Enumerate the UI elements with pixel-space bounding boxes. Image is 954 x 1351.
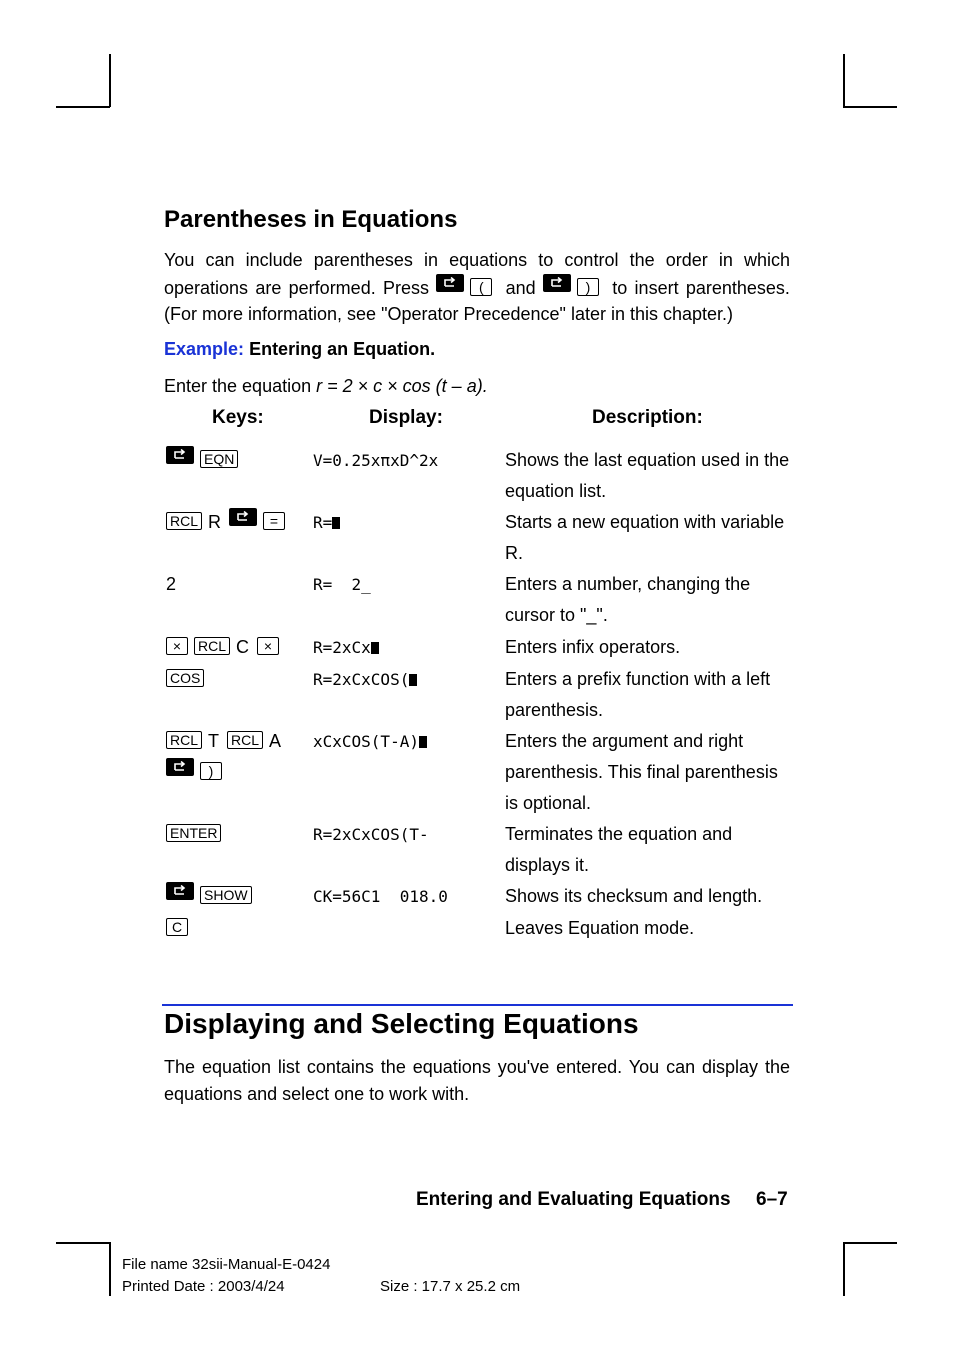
example-title: Entering an Equation.	[249, 339, 436, 359]
display-text: R=2xCxCOS(	[313, 670, 410, 689]
keystroke-text: T	[208, 731, 220, 751]
footer-chapter: Entering and Evaluating Equations	[416, 1189, 731, 1210]
display-cell	[313, 819, 429, 850]
keystroke-text: A	[269, 731, 282, 751]
keys-header: Keys:	[212, 407, 264, 428]
page-size: Size : 17.7 x 25.2 cm	[380, 1278, 521, 1295]
intro-paragraph	[164, 247, 790, 328]
keystroke-text: R	[208, 512, 222, 532]
shift-key-icon	[166, 758, 194, 776]
description-cell: Shows the last equation used in the equation list.	[505, 450, 790, 501]
paragraph-text: to insert parentheses. (For more information, see "Operator Precedence" later in this chapter.)	[164, 277, 790, 324]
shift-key-icon	[166, 882, 194, 900]
display-text: R=2xCxCOS(T-	[313, 825, 429, 844]
display-cell	[313, 507, 340, 538]
keystroke-cell	[166, 632, 285, 663]
crop-mark	[843, 54, 845, 107]
calculator-key: ×	[257, 637, 279, 655]
display-cell	[313, 881, 448, 912]
crop-mark	[109, 54, 111, 107]
keystroke-cell	[166, 881, 258, 912]
calculator-key: =	[263, 512, 285, 530]
description-cell: Starts a new equation with variable R.	[505, 512, 785, 563]
crop-mark	[843, 106, 897, 108]
cursor-block-icon	[409, 674, 417, 686]
open-paren-key: (	[470, 278, 492, 296]
equation-text: r = 2 × c × cos (t – a).	[316, 376, 488, 396]
display-cell	[313, 664, 417, 695]
close-paren-key: )	[577, 278, 599, 296]
description-cell: Enters infix operators.	[505, 637, 681, 657]
display-text: xCxCOS(T-A)	[313, 732, 419, 751]
paragraph-text: and	[505, 277, 536, 298]
display-cell	[313, 569, 371, 600]
section-paragraph: The equation list contains the equations you've entered. You can display the equations and select one to work with.	[164, 1057, 790, 1104]
calculator-key: COS	[166, 669, 204, 687]
keystroke-cell	[166, 445, 244, 476]
crop-mark	[843, 1242, 897, 1244]
calculator-key: RCL	[194, 637, 230, 655]
shift-key-icon	[543, 274, 571, 292]
page-number: 6–7	[756, 1189, 788, 1210]
calculator-key: RCL	[166, 512, 202, 530]
calculator-key: SHOW	[200, 886, 252, 904]
example-label: Example:	[164, 339, 245, 359]
example-intro	[164, 376, 488, 397]
description-cell: Leaves Equation mode.	[505, 918, 695, 938]
shift-key-icon	[166, 446, 194, 464]
description-cell: Enters a number, changing the cursor to "_".	[505, 574, 751, 625]
display-text: R=	[313, 513, 333, 532]
description-cell: Shows its checksum and length.	[505, 886, 763, 906]
section-rule	[162, 1004, 793, 1006]
crop-mark	[109, 1242, 111, 1296]
description-cell: Terminates the equation and displays it.	[505, 824, 733, 875]
description-header: Description:	[592, 407, 703, 428]
display-text: CK=56C1 018.0	[313, 887, 448, 906]
crop-mark	[56, 106, 110, 108]
shift-key-icon	[436, 274, 464, 292]
intro-text: Enter the equation	[164, 376, 317, 396]
section-heading: Parentheses in Equations	[164, 206, 458, 233]
keystroke-cell	[166, 664, 210, 695]
keystroke-text: 2	[166, 574, 177, 594]
paragraph-text: You can include parentheses in equations to control the order in which operations are performed. Press	[164, 250, 790, 298]
crop-mark	[843, 1242, 845, 1296]
display-text: V=0.25xπxD^2x	[313, 451, 439, 470]
keystroke-cell	[166, 507, 291, 538]
shift-key-icon	[229, 508, 257, 526]
cursor-block-icon	[419, 736, 427, 748]
example-heading	[164, 339, 435, 360]
printed-date: Printed Date : 2003/4/24	[122, 1278, 285, 1295]
display-cell	[313, 445, 438, 476]
calculator-key: RCL	[166, 731, 202, 749]
display-cell	[313, 726, 427, 757]
display-header: Display:	[369, 407, 443, 428]
description-cell: Enters the argument and right parenthesis. This final parenthesis is optional.	[505, 731, 778, 813]
keystroke-cell	[166, 569, 184, 600]
calculator-key: RCL	[227, 731, 263, 749]
keystroke-cell	[166, 819, 227, 850]
cursor-block-icon	[332, 517, 340, 529]
calculator-key: ENTER	[166, 824, 221, 842]
keystroke-text: C	[236, 637, 250, 657]
description-cell: Enters a prefix function with a left parenthesis.	[505, 669, 771, 720]
calculator-key: C	[166, 918, 188, 936]
keystroke-cell	[166, 726, 289, 788]
section-heading: Displaying and Selecting Equations	[164, 1008, 639, 1039]
cursor-block-icon	[371, 642, 379, 654]
file-name: File name 32sii-Manual-E-0424	[122, 1256, 331, 1273]
calculator-key: ×	[166, 637, 188, 655]
display-cell	[313, 632, 379, 663]
calculator-key: )	[200, 762, 222, 780]
display-text: R= 2_	[313, 575, 371, 594]
crop-mark	[56, 1242, 110, 1244]
display-text: R=2xCx	[313, 638, 371, 657]
keystroke-cell	[166, 913, 194, 944]
calculator-key: EQN	[200, 450, 238, 468]
